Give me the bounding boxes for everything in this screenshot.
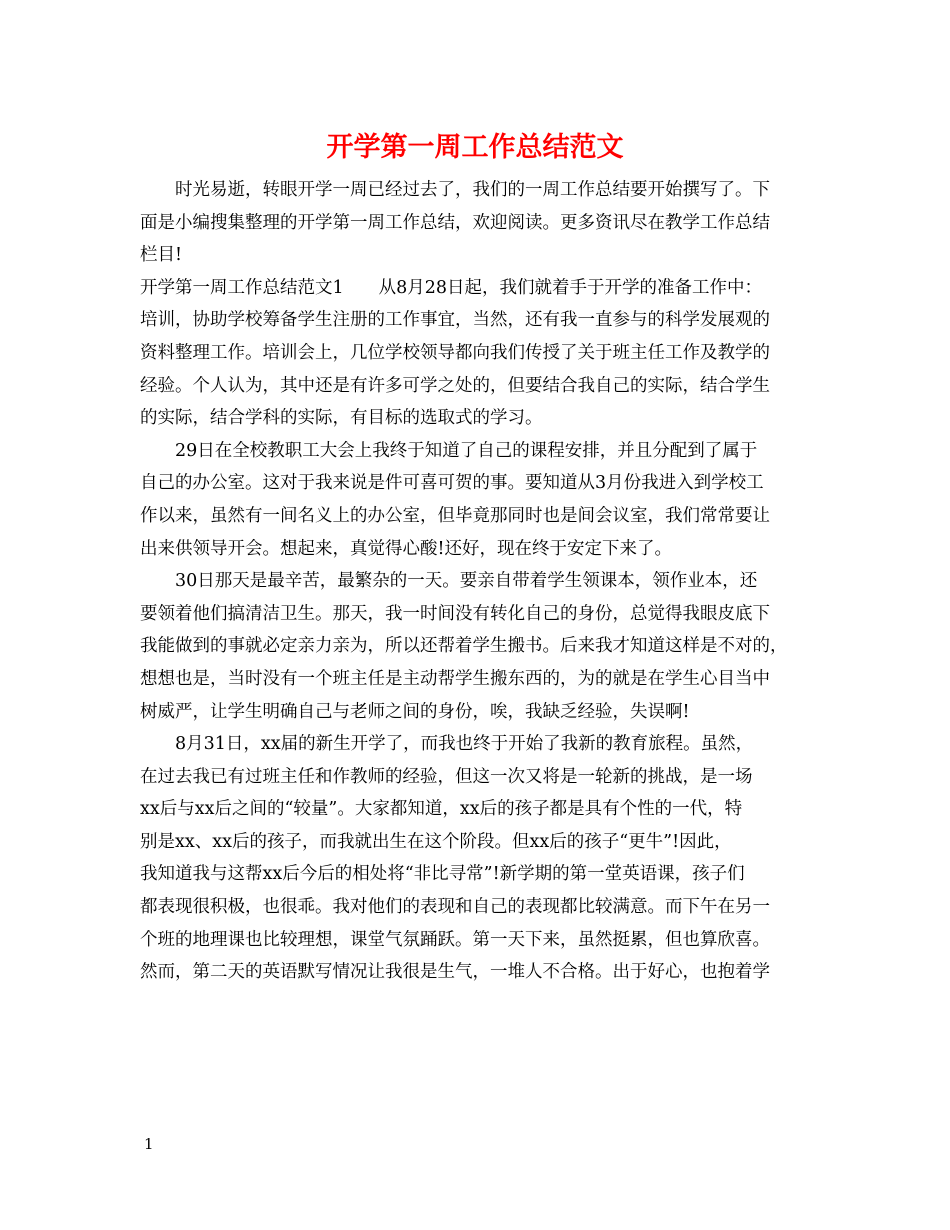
text-line: 经验。个人认为，其中还是有许多可学之处的，但要结合我自己的实际，结合学生 bbox=[140, 375, 770, 396]
text-line: 自己的办公室。这对于我来说是件可喜可贺的事。要知道从3月份我进入到学校工 bbox=[140, 473, 764, 494]
page-number: 1 bbox=[144, 1135, 154, 1153]
document-title: 开学第一周工作总结范文 bbox=[326, 132, 624, 163]
text-line: 开学第一周工作总结范文1 从8月28日起，我们就着手于开学的准备工作中： bbox=[140, 277, 763, 298]
text-line: 我能做到的事就必定亲力亲为，所以还帮着学生搬书。后来我才知道这样是不对的， bbox=[140, 636, 788, 657]
text-line: 个班的地理课也比较理想，课堂气氛踊跃。第一天下来，虽然挺累，但也算欣喜。 bbox=[140, 929, 770, 950]
text-line: 树威严，让学生明确自己与老师之间的身份，唉，我缺乏经验，失误啊! bbox=[140, 701, 690, 722]
text-line: 别是xx、xx后的孩子，而我就出生在这个阶段。但xx后的孩子“更牛”!因此， bbox=[140, 831, 732, 852]
text-line: 资料整理工作。培训会上，几位学校领导都向我们传授了关于班主任工作及教学的 bbox=[140, 342, 770, 363]
text-line: 要领着他们搞清洁卫生。那天，我一时间没有转化自己的身份，总觉得我眼皮底下 bbox=[140, 603, 770, 624]
document-body bbox=[140, 174, 820, 989]
text-line: 都表现很积极，也很乖。我对他们的表现和自己的表现都比较满意。而下午在另一 bbox=[140, 897, 770, 918]
text-line: 29日在全校教职工大会上我终于知道了自己的课程安排，并且分配到了属于 bbox=[140, 440, 758, 461]
text-line: 在过去我已有过班主任和作教师的经验，但这一次又将是一轮新的挑战，是一场 bbox=[140, 766, 753, 787]
text-line: 30日那天是最辛苦，最繁杂的一天。要亲自带着学生领课本，领作业本，还 bbox=[140, 571, 758, 592]
text-line: 8月31日，xx届的新生开学了，而我也终于开始了我新的教育旅程。虽然， bbox=[140, 734, 754, 755]
text-line: 面是小编搜集整理的开学第一周工作总结，欢迎阅读。更多资讯尽在教学工作总结 bbox=[140, 212, 770, 233]
text-line: 想想也是，当时没有一个班主任是主动帮学生搬东西的，为的就是在学生心目当中 bbox=[140, 668, 770, 689]
text-line: 我知道我与这帮xx后今后的相处将“非比寻常”!新学期的第一堂英语课，孩子们 bbox=[140, 864, 745, 885]
text-line: 时光易逝，转眼开学一周已经过去了，我们的一周工作总结要开始撰写了。下 bbox=[140, 180, 770, 200]
text-line: 的实际，结合学科的实际，有目标的选取式的学习。 bbox=[140, 408, 543, 429]
text-line: 出来供领导开会。想起来，真觉得心酸!还好，现在终于安定下来了。 bbox=[140, 538, 673, 559]
text-line: xx后与xx后之间的“较量”。大家都知道，xx后的孩子都是具有个性的一代，特 bbox=[140, 799, 743, 820]
text-line: 培训，协助学校筹备学生注册的工作事宜，当然，还有我一直参与的科学发展观的 bbox=[140, 310, 770, 331]
text-line: 作以来，虽然有一间名义上的办公室，但毕竟那同时也是间会议室，我们常常要让 bbox=[140, 505, 770, 526]
text-line: 然而，第二天的英语默写情况让我很是生气，一堆人不合格。出于好心，也抱着学 bbox=[140, 962, 770, 983]
text-line: 栏目! bbox=[140, 245, 183, 266]
